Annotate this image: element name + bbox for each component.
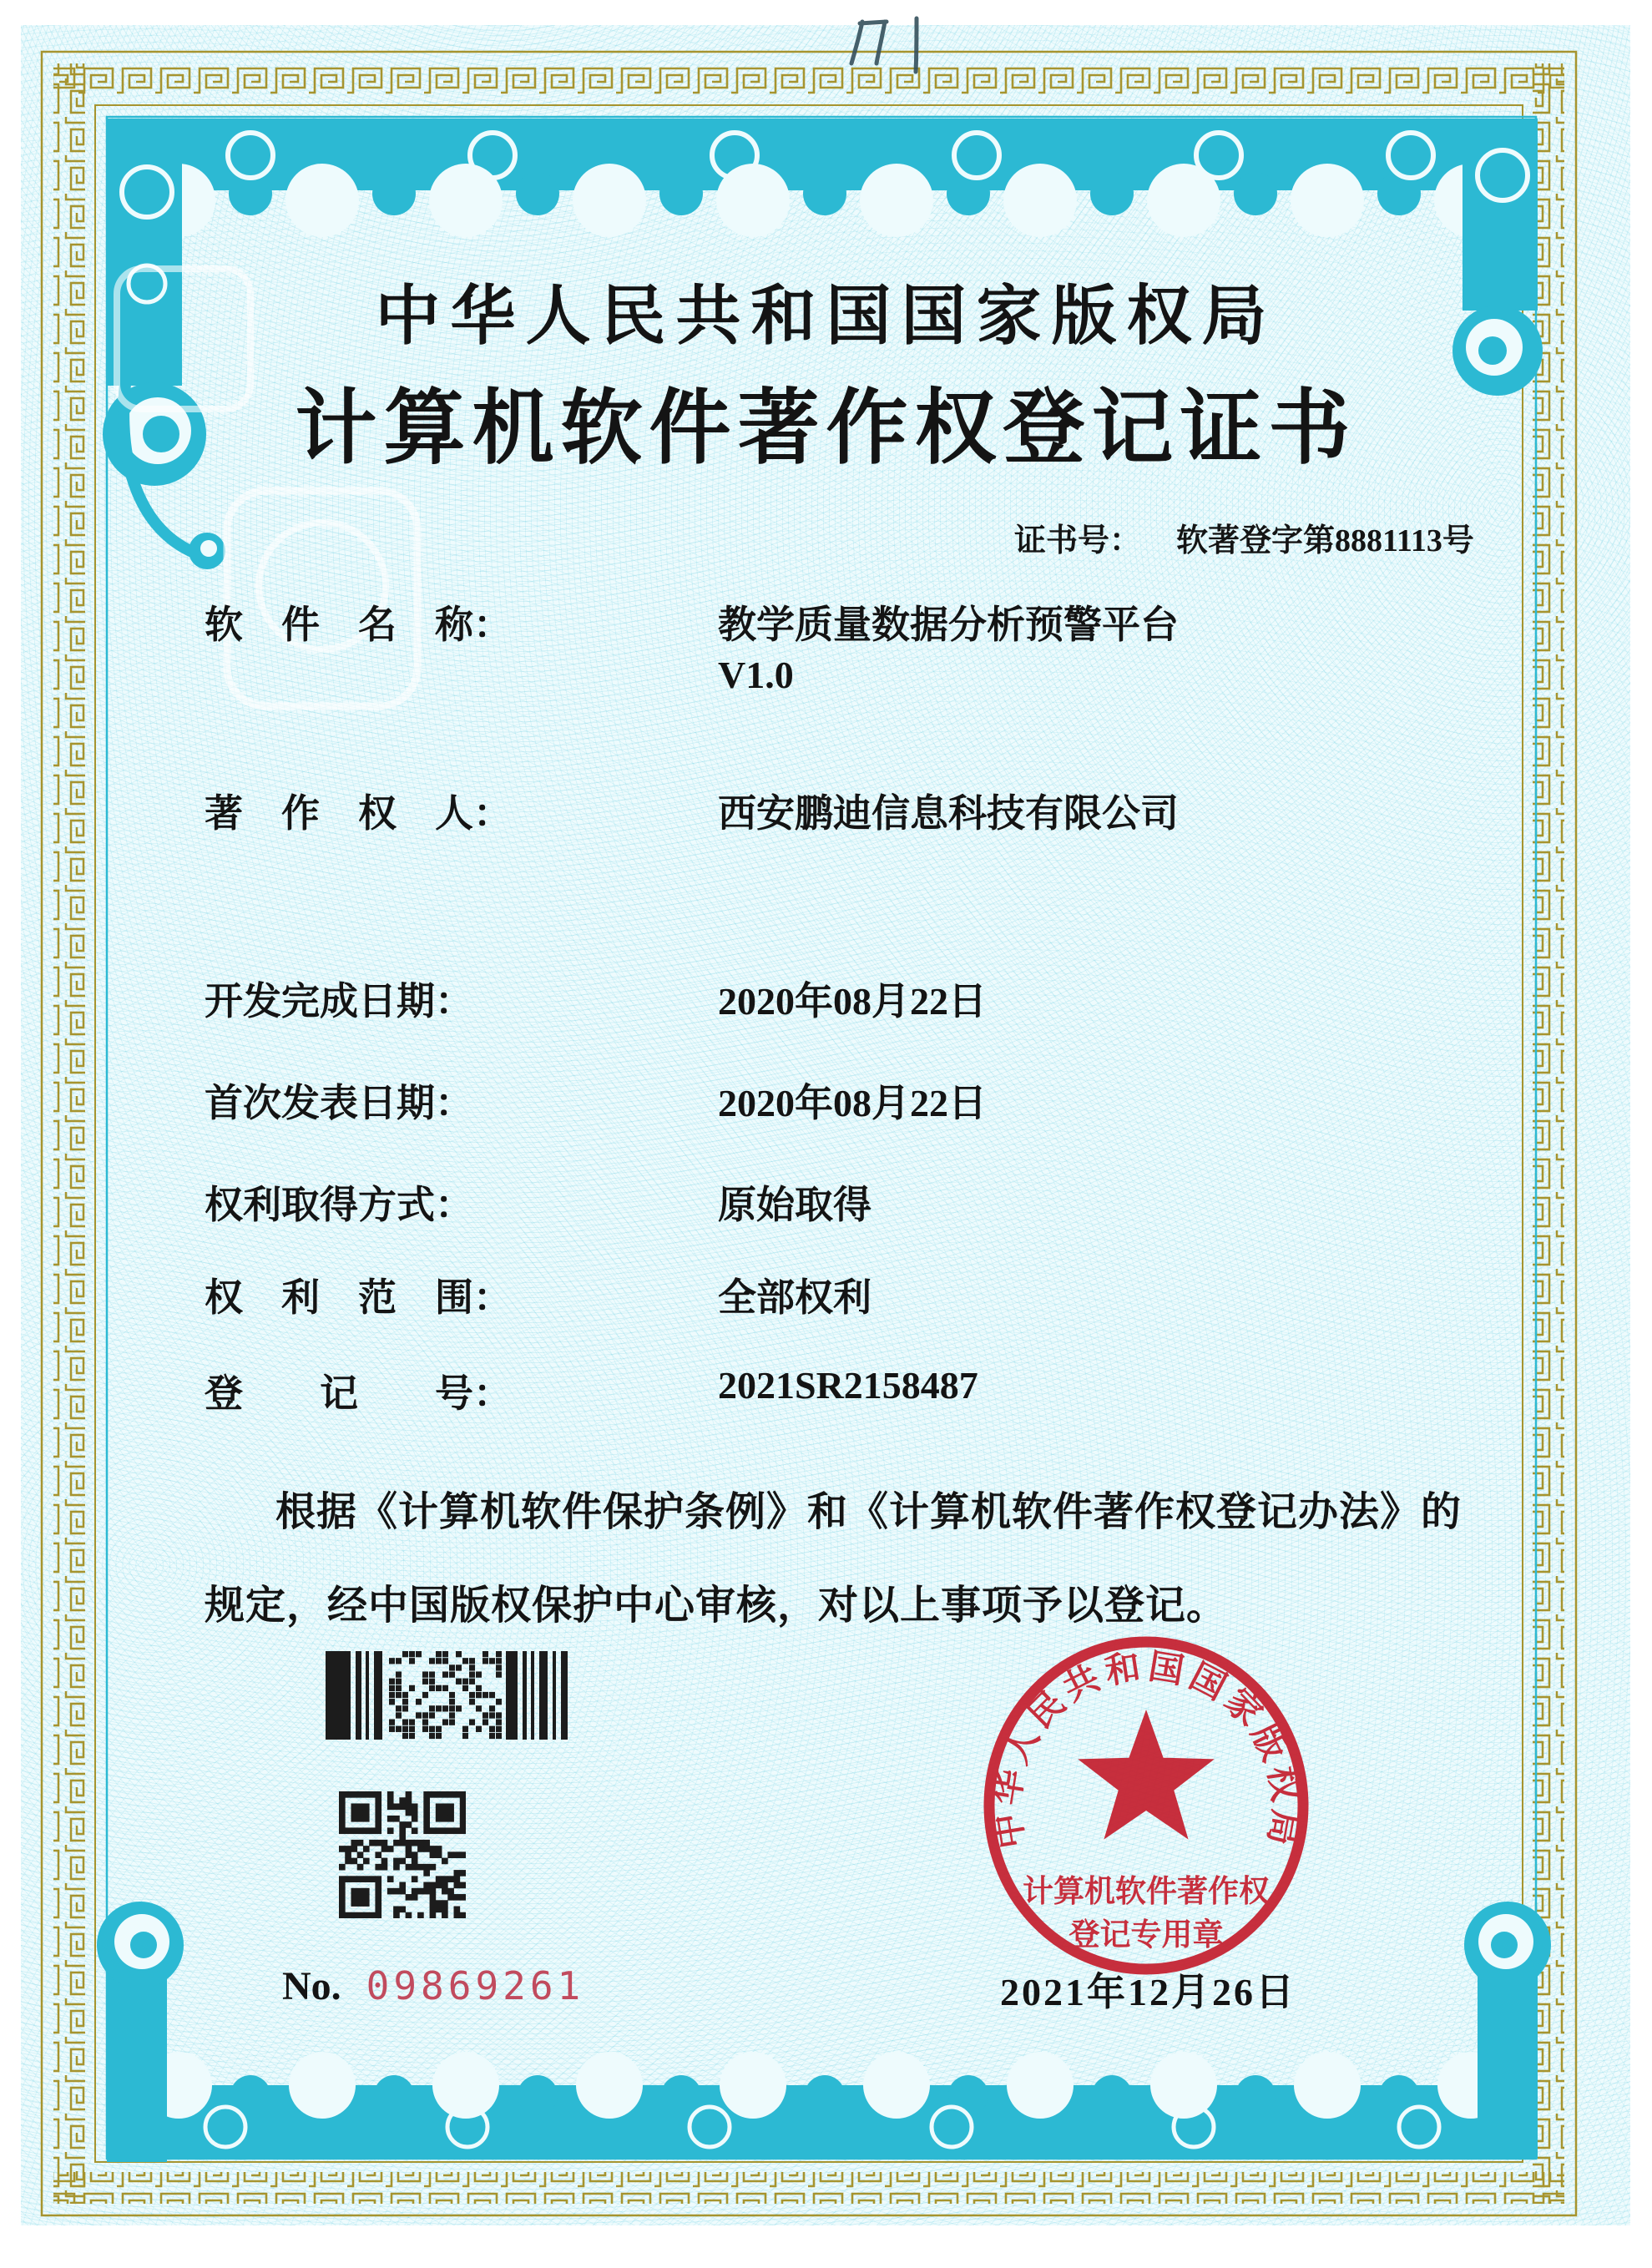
field-label: 软 件 名 称： xyxy=(205,604,512,646)
field-label: 权 利 范 围： xyxy=(205,1276,512,1319)
field-row-rights-acquisition xyxy=(205,1174,1557,1228)
field-row-copyright-owner xyxy=(205,783,1557,836)
serial-number-line xyxy=(282,1963,584,2009)
issuing-authority: 中华人民共和国国家版权局 xyxy=(375,280,1277,352)
field-value: 原始取得 xyxy=(718,1184,871,1226)
field-label: 著 作 权 人： xyxy=(205,792,512,835)
official-seal xyxy=(967,1626,1327,1993)
field-row-rights-scope xyxy=(205,1267,1557,1321)
field-value: 全部权利 xyxy=(718,1276,871,1319)
bottom-flourish-ornament xyxy=(97,1902,1551,2162)
barcode xyxy=(326,1651,568,1740)
field-row-first-publish-date xyxy=(205,1073,1557,1126)
field-row-software-name xyxy=(205,594,1557,648)
field-value: 教学质量数据分析预警平台 xyxy=(718,604,1179,646)
statement-line-1: 根据《计算机软件保护条例》和《计算机软件著作权登记办法》的 xyxy=(275,1490,1463,1534)
field-value: 2020年08月22日 xyxy=(718,980,987,1023)
serial-number-digits: 09869261 xyxy=(366,1963,585,2008)
statement-line-2: 规定，经中国版权保护中心审核，对以上事项予以登记。 xyxy=(205,1584,1228,1628)
software-version: V1.0 xyxy=(718,654,794,696)
seal-line-1: 计算机软件著作权 xyxy=(1023,1875,1270,1909)
field-row-registration-number xyxy=(205,1363,1557,1417)
certificate-title: 计算机软件著作权登记证书 xyxy=(295,384,1357,474)
seal-line-2: 登记专用章 xyxy=(1068,1918,1224,1952)
field-label: 开发完成日期： xyxy=(205,980,473,1023)
qr-code xyxy=(339,1791,466,1918)
field-label: 首次发表日期： xyxy=(205,1082,473,1124)
field-value: 2021SR2158487 xyxy=(718,1364,978,1407)
issue-date: 2021年12月26日 xyxy=(1000,1971,1296,2013)
seal-ring-text: 中华人民共和国国家版权局 xyxy=(988,1648,1305,1853)
seal-star xyxy=(1078,1710,1215,1840)
field-row-dev-complete-date xyxy=(205,971,1557,1024)
serial-number-label: No. xyxy=(282,1964,341,2008)
field-value: 2020年08月22日 xyxy=(718,1082,987,1124)
field-label: 登 记 号： xyxy=(205,1372,512,1415)
certificate-number-value: 软著登字第8881113号 xyxy=(1176,523,1474,558)
certificate-number-line xyxy=(1014,514,1474,560)
field-label: 权利取得方式： xyxy=(205,1184,473,1226)
certificate-number-label: 证书号： xyxy=(1014,523,1142,558)
field-value: 西安鹏迪信息科技有限公司 xyxy=(718,792,1179,835)
